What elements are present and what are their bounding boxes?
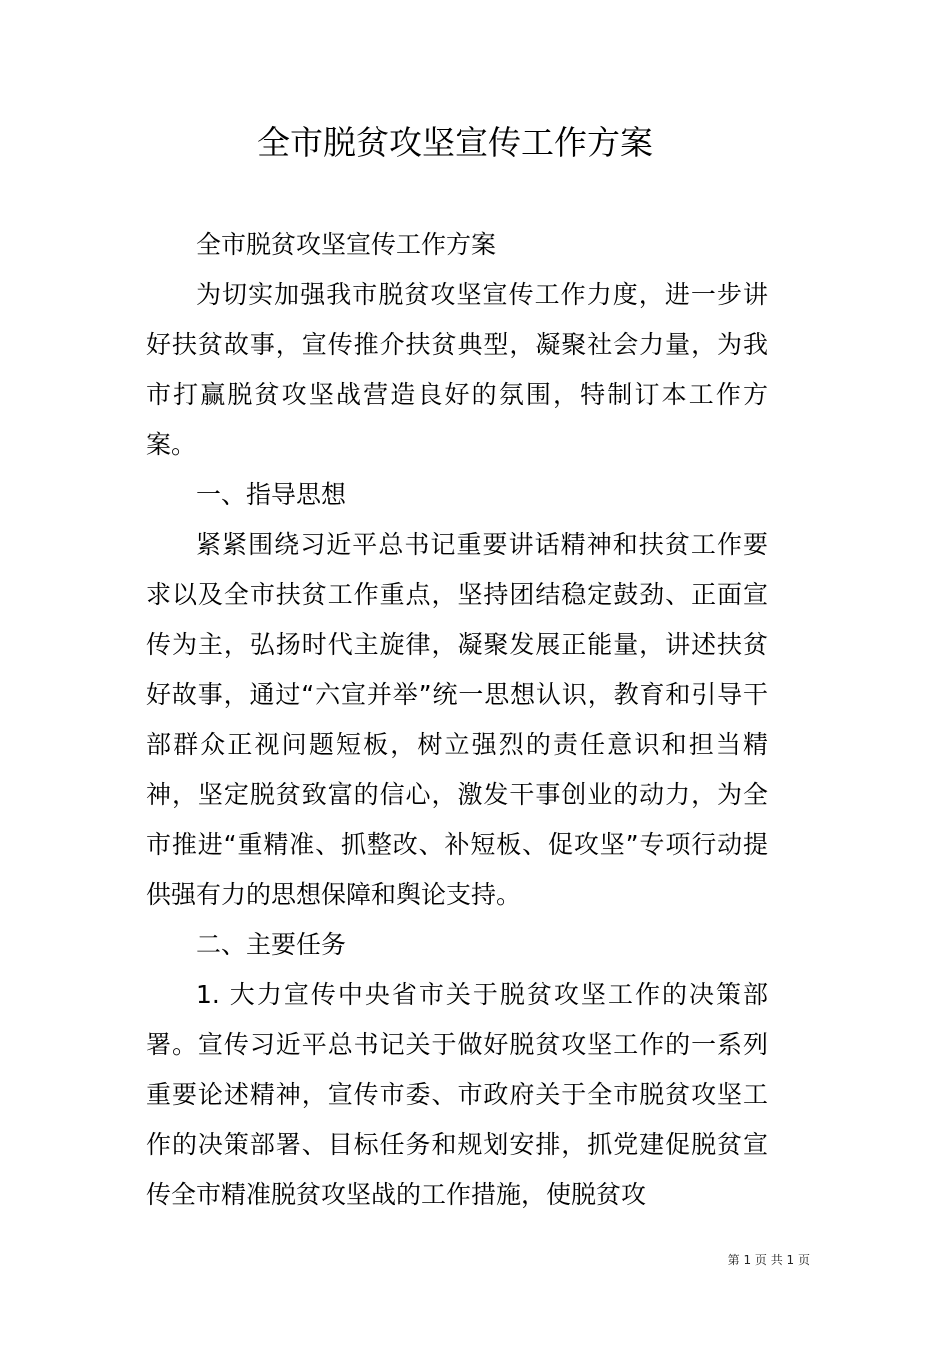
task-1-paragraph: 1. 大力宣传中央省市关于脱贫攻坚工作的决策部署。宣传习近平总书记关于做好脱贫攻坚工作的一系列重要论述精神，宣传市委、市政府关于全市脱贫攻坚工作的决策部署、目标任务和规划安排，抓党建促脱贫宣传全市精准脱贫攻坚战的工作措施，使脱贫攻 — [146, 980, 768, 1209]
guiding-thought-paragraph: 紧紧围绕习近平总书记重要讲话精神和扶贫工作要求以及全市扶贫工作重点，坚持团结稳定鼓劲、正面宣传为主，弘扬时代主旋律，凝聚发展正能量，讲述扶贫好故事，通过“六宣并举”统一思想认识，教育和引导干部群众正视问题短板，树立强烈的责任意识和担当精神，坚定脱贫致富的信心，激发干事创业的动力，为全市推进“重精准、抓整改、补短板、促攻坚”专项行动提供强有力的思想保障和舆论支持。 — [146, 530, 768, 909]
section-heading-main-tasks: 二、主要任务 — [196, 930, 347, 959]
body-heading-paragraph: 全市脱贫攻坚宣传工作方案 — [196, 230, 497, 259]
document-body — [146, 220, 768, 1220]
document-title: 全市脱贫攻坚宣传工作方案 — [257, 123, 653, 162]
intro-paragraph: 为切实加强我市脱贫攻坚宣传工作力度，进一步讲好扶贫故事，宣传推介扶贫典型，凝聚社会力量，为我市打赢脱贫攻坚战营造良好的氛围，特制订本工作方案。 — [146, 280, 768, 459]
section-heading-guiding-thought: 一、指导思想 — [196, 480, 347, 509]
page-number-footer: 第 1 页 共 1 页 — [727, 1253, 810, 1267]
